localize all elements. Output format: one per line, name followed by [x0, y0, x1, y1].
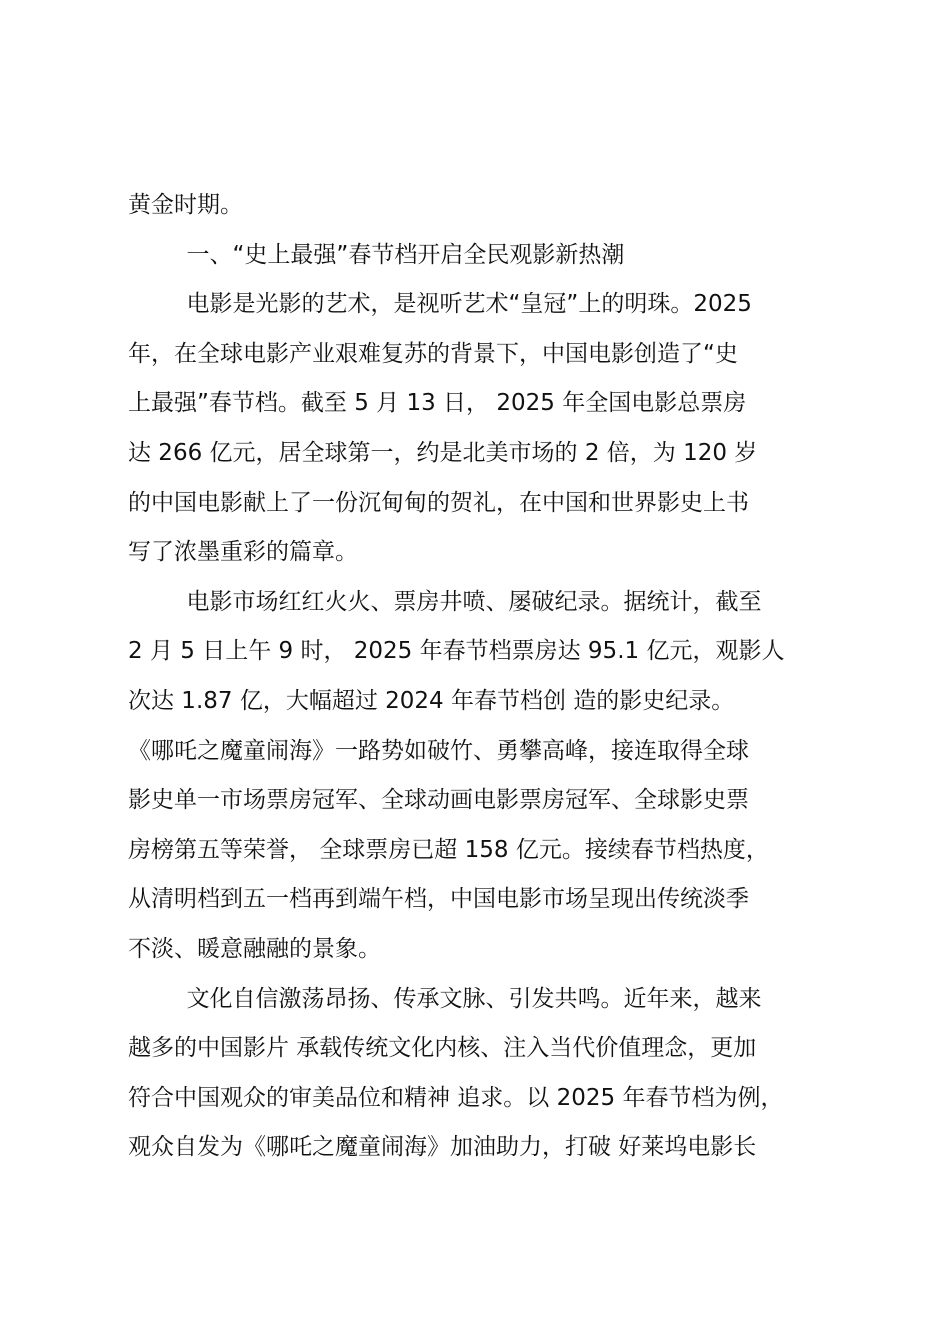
body-text-line: 年，在全球电影产业艰难复苏的背景下，中国电影创造了“史 [128, 340, 738, 367]
body-text-line: 写了浓墨重彩的篇章。 [128, 539, 358, 566]
body-text-line: 符合中国观众的审美品位和精神 追求。以 2025 年春节档为例， [128, 1084, 784, 1111]
body-text-line: 次达 1.87 亿，大幅超过 2024 年春节档创 造的影史纪录。 [128, 687, 735, 714]
body-text-line: 的中国电影献上了一份沉甸甸的贺礼，在中国和世界影史上书 [128, 489, 749, 516]
paragraph-end-line: 黄金时期。 [128, 192, 243, 218]
body-text-line: 影史单一市场票房冠军、全球动画电影票房冠军、全球影史票 [128, 787, 749, 814]
section-heading: 一、“史上最强”春节档开启全民观影新热潮 [128, 241, 625, 268]
body-text-line: 《哪吒之魔童闹海》一路势如破竹、勇攀高峰，接连取得全球 [128, 737, 749, 764]
body-text-line: 从清明档到五一档再到端午档，中国电影市场呈现出传统淡季 [128, 886, 749, 913]
body-text-line: 文化自信激荡昂扬、传承文脉、引发共鸣。近年来，越来 [128, 985, 762, 1012]
body-text-line: 越多的中国影片 承载传统文化内核、注入当代价值理念，更加 [128, 1035, 757, 1062]
body-text-line: 观众自发为《哪吒之魔童闹海》加油助力，打破 好莱坞电影长 [128, 1134, 757, 1161]
body-text-line: 房榜第五等荣誉， 全球票房已超 158 亿元。接续春节档热度， [128, 836, 769, 863]
document-body [128, 181, 868, 1173]
body-text-line: 达 266 亿元，居全球第一，约是北美市场的 2 倍，为 120 岁 [128, 439, 758, 466]
body-text-line: 不淡、暖意融融的景象。 [128, 935, 381, 962]
body-text-line: 上最强”春节档。截至 5 月 13 日， 2025 年全国电影总票房 [128, 390, 747, 417]
body-text-line: 电影是光影的艺术，是视听艺术“皇冠”上的明珠。2025 [128, 291, 752, 318]
body-text-line: 电影市场红红火火、票房井喷、屡破纪录。据统计，截至 [128, 588, 762, 615]
body-text-line: 2 月 5 日上午 9 时， 2025 年春节档票房达 95.1 亿元，观影人 [128, 638, 785, 665]
